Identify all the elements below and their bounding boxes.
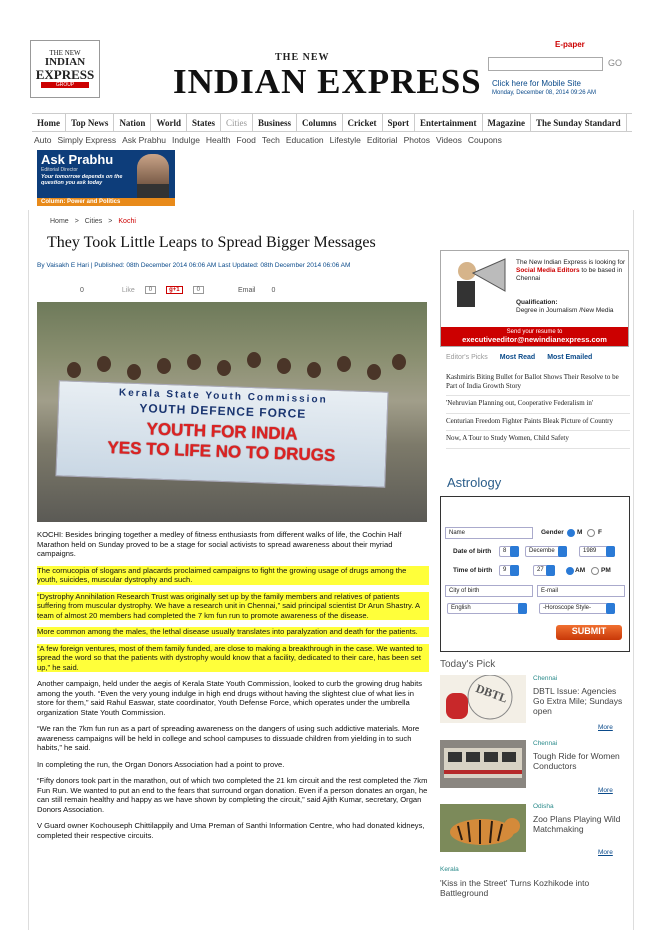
am-radio[interactable] [566, 567, 574, 575]
nav-item[interactable]: Business [253, 114, 297, 131]
pick-item[interactable]: Kashmiris Biting Bullet for Ballot Shows Their Resolve to be Part of India Growth Story [446, 370, 630, 396]
subnav-item[interactable]: Ask Prabhu [122, 135, 167, 145]
pick-title[interactable]: 'Kiss in the Street' Turns Kozhikode into Battleground [440, 878, 590, 898]
subnav-item[interactable]: Education [285, 135, 324, 145]
tiger-thumbnail[interactable] [440, 804, 526, 852]
nav-item[interactable]: Columns [297, 114, 343, 131]
article-title: They Took Little Leaps to Spread Bigger Messages [47, 234, 376, 251]
tob-hour-select[interactable]: 9 [499, 565, 519, 576]
ad-line1b: Social Media Editors [516, 267, 580, 274]
pick-item[interactable]: 'Nehruvian Planning out, Cooperative Federalism in' [446, 396, 630, 414]
banner-line4: YES TO LIFE NO TO DRUGS [107, 438, 336, 465]
ad-line1c: to be based in Chennai [516, 267, 623, 282]
subnav-item[interactable]: Auto [34, 135, 52, 145]
primary-nav [32, 113, 632, 132]
site-logo[interactable] [30, 40, 100, 98]
subnav-item[interactable]: Videos [436, 135, 462, 145]
ad-qual-label: Qualification: [516, 299, 558, 306]
nav-item[interactable]: Home [32, 114, 66, 131]
picks-list [446, 370, 630, 449]
masthead-title[interactable]: INDIAN EXPRESS [173, 62, 482, 101]
dob-year-select[interactable]: 1989 [579, 546, 615, 557]
logo-line1: THE NEW [49, 49, 81, 57]
ad-send-label: Send your resume to [506, 329, 563, 335]
ad-qualification [516, 299, 614, 315]
subnav-item[interactable]: Food [236, 135, 256, 145]
pm-radio[interactable] [591, 567, 599, 575]
subnav-item[interactable]: Coupons [467, 135, 502, 145]
dbtl-thumbnail[interactable] [440, 675, 526, 723]
svg-text:DBTL: DBTL [473, 681, 510, 706]
astrology-heading: Astrology [447, 475, 502, 490]
article-paragraph-highlighted: “Dystrophy Annihilation Research Trust was originally set up by the family members and relatives of patients suffering from muscular dystrophy. We have a research unit in Chennai,” said principal scientist Dr Arun Shastry. A team of almost 20 members had completed the 7 km fun run to promote awareness of the disease. [37, 592, 429, 621]
submit-button[interactable]: SUBMIT [556, 625, 622, 640]
masthead-small: THE NEW [275, 52, 330, 63]
breadcrumb [50, 218, 136, 225]
subnav-item[interactable]: Simply Express [57, 135, 117, 145]
breadcrumb-kochi[interactable]: Kochi [118, 218, 136, 225]
megaphone-icon [449, 257, 509, 312]
picks-tabs [446, 354, 592, 361]
dob-month-select[interactable]: Decembe [525, 546, 567, 557]
logo-line4: GROUP [41, 82, 89, 88]
article-byline: By Vaisakh E Hari | Published: 08th December 2014 06:06 AM Last Updated: 08th December 2014 06:06 AM [37, 262, 351, 269]
nav-item[interactable]: Nation [114, 114, 151, 131]
ad-qual: Degree in Journalism /New Media [516, 307, 614, 314]
author-photo [137, 154, 169, 204]
article-paragraph-highlighted: “A few foreign ventures, most of them family funded, are close to making a breakthrough in the case. We wanted to spread the word so that the patients with dystrophy would know that a facility, dedicated to their care, has been set up,” he said. [37, 644, 429, 673]
article-paragraph-highlighted: More common among the males, the lethal disease usually translates into paralyzation and death for the patients. [37, 627, 429, 637]
astrology-form [440, 496, 630, 652]
am-label: AM [575, 567, 586, 574]
more-link[interactable]: More [598, 787, 613, 794]
subnav-item[interactable]: Lifestyle [329, 135, 361, 145]
nav-item[interactable]: World [151, 114, 187, 131]
secondary-nav [34, 135, 502, 145]
nav-item[interactable]: Sport [383, 114, 416, 131]
share-count: 0 [80, 286, 84, 294]
horoscope-style-select[interactable]: -Horoscope Style- [539, 603, 615, 614]
gender-f-radio[interactable] [587, 529, 595, 537]
email-button[interactable]: Email [237, 286, 256, 294]
nav-item[interactable]: Entertainment [415, 114, 483, 131]
breadcrumb-sep: > [74, 218, 79, 225]
go-button[interactable]: GO [608, 58, 623, 68]
subnav-item[interactable]: Photos [403, 135, 431, 145]
tob-minute-select[interactable]: 27 [533, 565, 555, 576]
subnav-item[interactable]: Tech [261, 135, 280, 145]
pick-category[interactable]: Odisha [533, 803, 554, 810]
tab-most-emailed[interactable]: Most Emailed [547, 354, 593, 361]
subnav-item[interactable]: Editorial [366, 135, 398, 145]
gender-f-label: F [598, 529, 602, 536]
share-bar [80, 286, 275, 294]
logo-line3: EXPRESS [35, 67, 95, 82]
logo-line2: INDIAN [44, 56, 86, 68]
gender-m-radio[interactable] [567, 529, 575, 537]
pick-category[interactable]: Kerala [440, 866, 459, 873]
dob-label: Date of birth [453, 548, 492, 555]
prabhu-subtitle: Editorial Director [41, 167, 78, 173]
gender-m-label: M [577, 529, 583, 536]
more-link[interactable]: More [598, 724, 613, 731]
article-paragraph: “Fifty donors took part in the marathon, out of which two completed the 21 km circuit and the rest completed the 7km Fun Run. We wanted to put an end to the fears that surround organ donation. Even if a person donates an organ, he can still remain healthy and happy as we have shown by completing the circuit,” said Ajith Kumar, secretary, Organ Donors Association. [37, 776, 428, 814]
article-paragraph-highlighted: The cornucopia of slogans and placards proclaimed campaigns to fight the growing usage of drugs among the youth, suicides, muscular dystrophy and such. [37, 566, 429, 585]
bus-conductors-thumbnail[interactable] [440, 740, 526, 788]
nav-item[interactable]: Magazine [483, 114, 532, 131]
article-paragraph: KOCHI: Besides bringing together a medley of fitness enthusiasts from different walks of life, the Cochin Half Marathon held on Sunday proved to be a stage for social activists to spread awareness about their myriad campaigns. [37, 530, 402, 558]
pick-title[interactable]: Tough Ride for Women Conductors [533, 751, 620, 771]
prabhu-question: Your tomorrow depends on the question you ask today [41, 174, 123, 186]
prabhu-title: Ask Prabhu [41, 152, 114, 167]
pick-category[interactable]: Chennai [533, 740, 558, 747]
pick-title[interactable]: Zoo Plans Playing Wild Matchmaking [533, 814, 621, 834]
article-paragraph: V Guard owner Kochouseph Chittilappily and Uma Preman of Santhi Information Centre, who had donated kidneys, completed their respective circuits. [37, 821, 425, 840]
ad-email[interactable]: executiveeditor@newindianexpress.com [462, 335, 607, 344]
email-field[interactable]: E-mail [537, 585, 625, 597]
ad-text [516, 259, 628, 283]
nav-item[interactable]: Top News [66, 114, 114, 131]
banner-line1: Kerala State Youth Commission [118, 387, 328, 406]
pick-item[interactable]: Centurian Freedom Fighter Paints Bleak Picture of Country [446, 414, 630, 432]
dob-day-select[interactable]: 8 [499, 546, 519, 557]
tab-editors-picks[interactable]: Editor's Picks [446, 354, 488, 361]
gplus-count: 0 [193, 286, 204, 294]
protest-banner [55, 380, 388, 487]
current-date: Monday, December 08, 2014 09:26 AM [492, 90, 596, 96]
article-photo [37, 302, 427, 522]
nav-item[interactable]: The Sunday Standard [531, 114, 627, 131]
subnav-item[interactable]: Indulge [172, 135, 200, 145]
mobile-site-link[interactable]: Click here for Mobile Site [492, 79, 581, 88]
breadcrumb-home[interactable]: Home [50, 218, 69, 225]
ad-send [441, 327, 628, 346]
more-link[interactable]: More [598, 849, 613, 856]
name-field[interactable]: Name [445, 527, 533, 539]
ad-line1: The New Indian Express is looking for [516, 259, 626, 266]
tob-label: Time of birth [453, 567, 493, 574]
gender-label: Gender [541, 529, 564, 536]
prabhu-column: Column: Power and Politics [37, 198, 175, 206]
language-select[interactable]: English [447, 603, 527, 614]
banner-line2: YOUTH DEFENCE FORCE [139, 401, 307, 421]
like-button[interactable]: Like [121, 286, 135, 294]
pick-title[interactable]: DBTL Issue: Agencies Go Extra Mile; Sundays open [533, 686, 623, 716]
job-advertisement[interactable] [440, 250, 629, 347]
article-body [37, 530, 429, 847]
email-count: 0 [271, 286, 276, 294]
nav-item[interactable]: States [187, 114, 221, 131]
breadcrumb-sep: > [108, 218, 113, 225]
gplus-button[interactable]: g+1 [166, 286, 183, 294]
pick-item[interactable]: Now, A Tour to Study Women, Child Safety [446, 431, 630, 449]
banner-line3: YOUTH FOR INDIA [146, 419, 298, 444]
todays-pick-heading: Today's Pick [440, 659, 496, 670]
city-field[interactable]: City of birth [445, 585, 533, 597]
nav-item[interactable]: Cricket [343, 114, 383, 131]
subnav-item[interactable]: Health [205, 135, 231, 145]
breadcrumb-cities[interactable]: Cities [84, 218, 103, 225]
tab-most-read[interactable]: Most Read [499, 354, 536, 361]
pm-label: PM [601, 567, 611, 574]
article-paragraph: “We ran the 7km fun run as a part of spreading awareness on the dangers of using such addictive materials. More awareness campaigns will be held in college and school campuses to dissuade children from yielding in to such habits,” he said. [37, 724, 420, 752]
article-paragraph: Another campaign, held under the aegis of Kerala State Youth Commission, looked to curb the growing drug habits among the youth. “Even the very young indulge in high end drugs without having the slightest clue of what lies in store for them,” said Rahul Easwar, state coordinator, Youth Defense Force, which operates under the umbrella organization State Youth Commission. [37, 679, 422, 717]
article-paragraph: In completing the run, the Organ Donors Association had a point to prove. [37, 759, 285, 769]
nav-item-active[interactable]: Cities [221, 114, 253, 131]
search-input[interactable] [488, 57, 603, 71]
epaper-link[interactable]: E-paper [555, 40, 585, 49]
ask-prabhu-banner[interactable] [37, 150, 175, 206]
like-count: 0 [145, 286, 156, 294]
pick-category[interactable]: Chennai [533, 675, 558, 682]
